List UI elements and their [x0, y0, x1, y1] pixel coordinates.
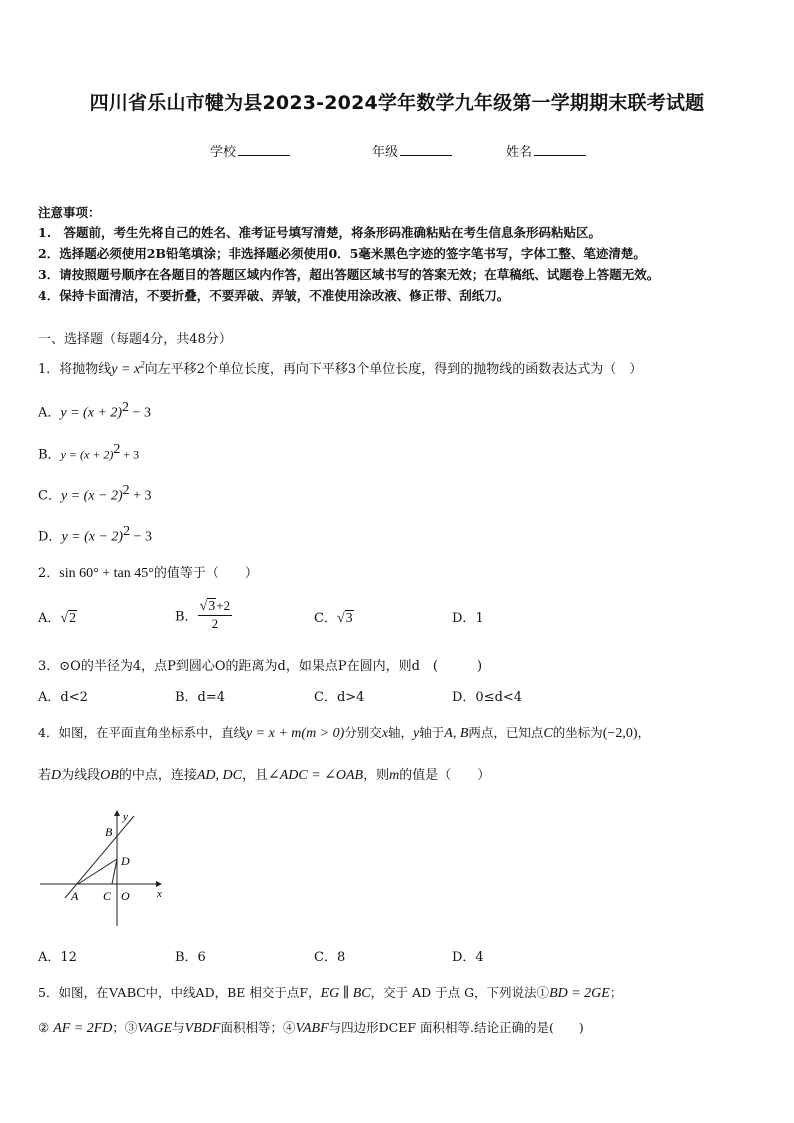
q2-option-a[interactable]: A．√2: [38, 611, 77, 626]
question-5-line-1: 5．如图，在VABC中，中线AD，BE 相交于点F，EG ∥ BC，交于 AD 于点 G，下列说法①BD = 2GE；: [38, 985, 623, 1001]
name-blank[interactable]: [534, 143, 586, 156]
question-2-stem: 2．sin 60° + tan 45°的值等于（ ）: [38, 566, 258, 581]
q1-option-d[interactable]: D．$y = (x - 2)^2 - 3$: [38, 524, 152, 545]
notice-item: 3．请按照题号顺序在各题目的答题区域内作答，超出答题区域书写的答案无效；在草稿纸、试题卷上答题无效。: [38, 267, 660, 282]
q1-option-b[interactable]: B．$y = (x + 2)^2 + 3$: [38, 442, 140, 463]
grade-field[interactable]: [372, 141, 452, 160]
notice-item: 1. 答题前，考生先将自己的姓名、准考证号填写清楚，将条形码准确粘贴在考生信息条形码粘贴区。: [38, 225, 602, 240]
q4-coordinate-figure: [40, 808, 165, 928]
name-label: 姓名: [506, 145, 533, 160]
label-a: A: [71, 889, 79, 903]
label-y: y: [123, 811, 128, 823]
q2-option-b[interactable]: B． $\frac{√3+2}{2}$: [175, 598, 231, 631]
y-axis-arrow: [114, 810, 120, 816]
notice-item: 4．保持卡面清洁，不要折叠，不要弄破、弄皱，不准使用涂改液、修正带、刮纸刀。: [38, 288, 510, 303]
question-1-stem: [38, 358, 642, 378]
label-b: B: [105, 825, 113, 839]
grade-label: 年级: [372, 145, 399, 160]
q4-option-b[interactable]: B．6: [175, 950, 206, 965]
q3-option-c[interactable]: C．d>4: [314, 690, 365, 705]
school-label: 学校: [210, 145, 237, 160]
q2-option-c[interactable]: C．√3: [314, 611, 353, 626]
question-5-line-2: ② AF = 2FD；③VAGE与VBDF面积相等；④VABF与四边形DCEF 面积相等.结论正确的是( ): [38, 1020, 584, 1036]
question-4-line-1: 4．如图，在平面直角坐标系中，直线y = x + m(m > 0)分别交x轴，y轴于A, B两点，已知点C的坐标为(−2,0)，: [38, 725, 651, 741]
section-heading: 一、选择题（每题4分，共48分）: [38, 332, 232, 347]
school-blank[interactable]: [238, 143, 290, 156]
notice-item: 2．选择题必须使用2B铅笔填涂；非选择题必须使用0．5毫米黑色字迹的签字笔书写，字体工整、笔迹清楚。: [38, 246, 646, 261]
q3-option-d[interactable]: D．0≤d<4: [452, 690, 523, 705]
question-3-stem: 3．⊙O的半径为4，点P到圆心O的距离为d，如果点P在圆内，则d ( ): [38, 659, 483, 674]
label-c: C: [103, 889, 112, 903]
q2-option-d[interactable]: D．1: [452, 611, 484, 626]
school-field[interactable]: [210, 141, 290, 160]
grade-blank[interactable]: [400, 143, 452, 156]
x-axis-arrow: [156, 881, 162, 887]
q1-post: 向左平移2个单位长度，再向下平移3个单位长度，得到的抛物线的函数表达式为（ ）: [144, 362, 643, 377]
q4-option-a[interactable]: A．12: [38, 950, 77, 965]
name-field[interactable]: [506, 141, 586, 160]
notice-heading: 注意事项：: [38, 205, 101, 220]
label-x: x: [157, 888, 162, 900]
q3-option-a[interactable]: A．d<2: [38, 690, 88, 705]
q2-b-fraction: $\frac{√3+2}{2}$: [199, 598, 231, 631]
q1-option-c[interactable]: C．$y = (x - 2)^2 + 3$: [38, 483, 152, 504]
label-d: D: [121, 854, 130, 868]
q1-option-a[interactable]: A．$y = (x + 2)^2 - 3$: [38, 400, 151, 421]
segment-ad: [78, 859, 117, 884]
sqrt-symbol: √2: [60, 611, 77, 626]
segment-dc: [112, 859, 117, 884]
q4-option-c[interactable]: C．8: [314, 950, 346, 965]
q1-pre: 1．将抛物线: [38, 362, 112, 377]
question-4-line-2: 若D为线段OB的中点，连接AD, DC，且∠ADC = ∠OAB，则m的值是（ ）: [38, 768, 491, 783]
q3-option-b[interactable]: B．d=4: [175, 690, 226, 705]
q4-option-d[interactable]: D．4: [452, 950, 484, 965]
label-o: O: [121, 889, 130, 903]
exam-title: 四川省乐山市犍为县2023-2024学年数学九年级第一学期期末联考试题: [89, 92, 705, 114]
q1-expr: $y = x^2$: [111, 359, 145, 377]
